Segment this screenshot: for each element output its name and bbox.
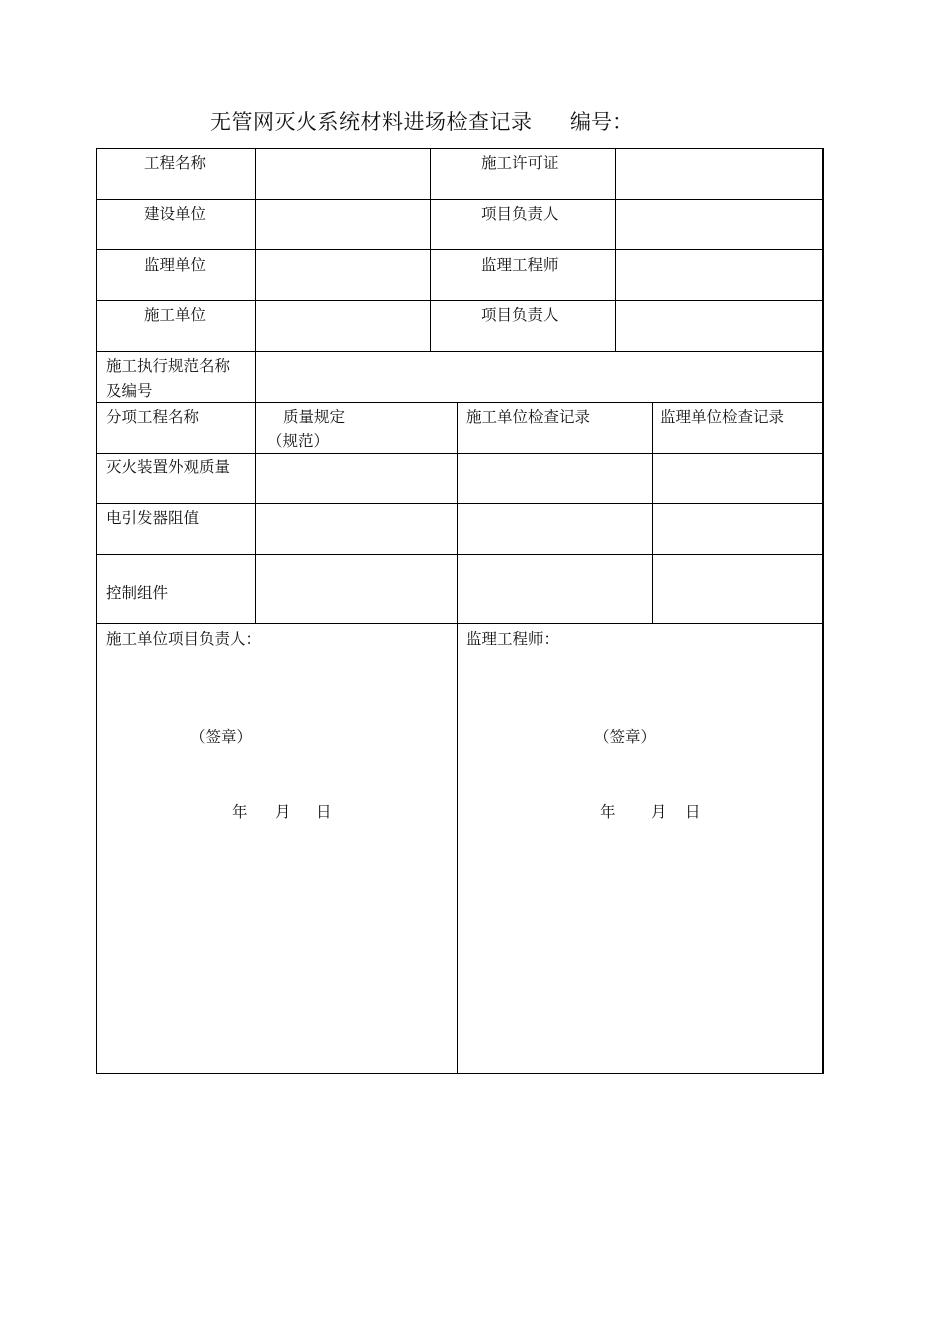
table-left-border bbox=[96, 148, 97, 1074]
table-right-border bbox=[822, 148, 824, 1074]
owner-unit-label: 建设单位 bbox=[144, 205, 207, 223]
supervising-engineer-label: 监理工程师 bbox=[481, 256, 559, 274]
quality-header-line1: 质量规定 bbox=[283, 408, 346, 426]
contractor-manager-signature-label: 施工单位项目负责人： bbox=[106, 630, 262, 648]
row-border bbox=[96, 503, 823, 504]
supervisor-date-year: 年 bbox=[600, 803, 616, 821]
code-label: 编号： bbox=[570, 110, 633, 134]
contractor-date-month: 月 bbox=[275, 803, 291, 821]
construction-permit-label: 施工许可证 bbox=[481, 154, 559, 172]
column-divider bbox=[652, 402, 653, 623]
row-border bbox=[96, 402, 823, 403]
column-divider bbox=[457, 623, 458, 1073]
row-border bbox=[96, 148, 823, 149]
spec-label-line2: 及编号 bbox=[106, 382, 153, 400]
column-divider bbox=[255, 148, 256, 351]
supervisor-record-header: 监理单位检查记录 bbox=[660, 408, 785, 426]
column-divider bbox=[615, 148, 616, 351]
contractor-unit-label: 施工单位 bbox=[144, 306, 207, 324]
project-manager-label: 项目负责人 bbox=[481, 205, 559, 223]
row-border bbox=[96, 554, 823, 555]
row-border bbox=[96, 453, 823, 454]
contractor-date-day: 日 bbox=[316, 803, 332, 821]
project-name-label: 工程名称 bbox=[144, 154, 207, 172]
inspection-item: 灭火装置外观质量 bbox=[106, 458, 231, 476]
inspection-item: 电引发器阻值 bbox=[106, 509, 200, 527]
row-border bbox=[96, 300, 823, 301]
contractor-seal-label: （签章） bbox=[190, 728, 253, 746]
supervision-unit-label: 监理单位 bbox=[144, 256, 207, 274]
contractor-record-header: 施工单位检查记录 bbox=[466, 408, 591, 426]
contractor-manager-label: 项目负责人 bbox=[481, 306, 559, 324]
item-header: 分项工程名称 bbox=[106, 408, 200, 426]
column-divider bbox=[457, 402, 458, 623]
inspection-item: 控制组件 bbox=[106, 584, 169, 602]
column-divider bbox=[430, 148, 431, 351]
quality-header-line2: （规范） bbox=[267, 432, 330, 450]
row-border bbox=[96, 351, 823, 352]
row-border bbox=[96, 623, 823, 624]
supervisor-date-day: 日 bbox=[685, 803, 701, 821]
row-border bbox=[96, 249, 823, 250]
contractor-date-year: 年 bbox=[232, 803, 248, 821]
supervisor-date-month: 月 bbox=[651, 803, 667, 821]
supervisor-seal-label: （签章） bbox=[594, 728, 657, 746]
column-divider bbox=[255, 402, 256, 623]
row-border bbox=[96, 199, 823, 200]
row-border bbox=[96, 1073, 823, 1074]
document-title: 无管网灭火系统材料进场检查记录 bbox=[210, 110, 533, 134]
supervising-engineer-signature-label: 监理工程师： bbox=[466, 630, 560, 648]
spec-label-line1: 施工执行规范名称 bbox=[106, 357, 231, 375]
column-divider bbox=[255, 351, 256, 402]
